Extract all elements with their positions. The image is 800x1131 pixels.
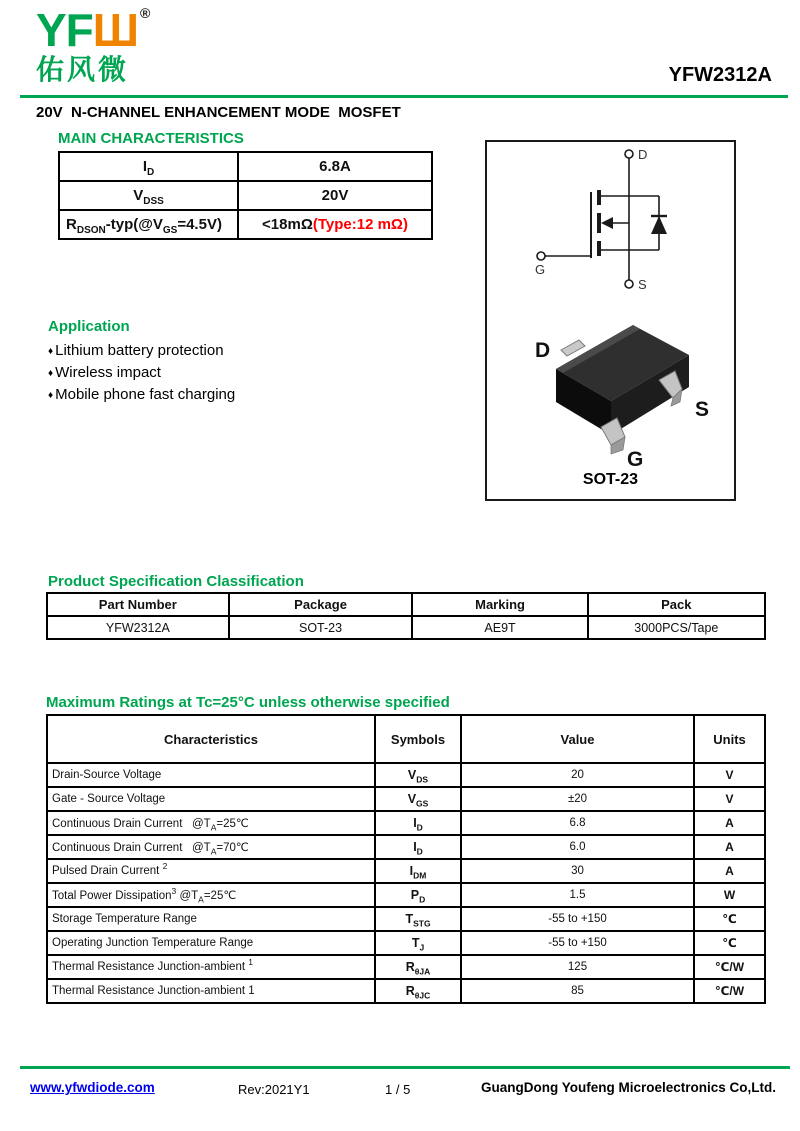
mc-param-vdss: $V_{DSS}$ [59, 181, 238, 210]
characteristic-cell: Gate - Source Voltage [47, 787, 375, 811]
unit-cell: ℃/W [694, 955, 765, 979]
col-header-value: Value [461, 715, 694, 763]
logo-glyph-orange: Ш [92, 4, 139, 56]
diamond-bullet-icon: ♦ [48, 368, 54, 379]
unit-cell: V [694, 763, 765, 787]
classification-heading: Product Specification Classification [48, 573, 304, 590]
symbol-cell: $I_{DM}$ [375, 859, 461, 883]
drain-terminal-label: D [638, 147, 648, 162]
rdson-typ-red-note: (Type:12 mΩ) [312, 216, 408, 233]
main-characteristics-table [58, 151, 433, 240]
cell-part-number: YFW2312A [47, 616, 229, 639]
brand-logo [36, 6, 150, 84]
table-row [59, 210, 432, 239]
characteristic-cell: Drain-Source Voltage [47, 763, 375, 787]
value-cell: -55 to +150 [461, 931, 694, 955]
package-caption: SOT-23 [582, 471, 639, 488]
table-row [47, 787, 765, 811]
unit-cell: ℃ [694, 931, 765, 955]
symbol-cell: $P_D$ [375, 883, 461, 907]
cell-package: SOT-23 [229, 616, 413, 639]
table-row [47, 955, 765, 979]
mc-value-rdson: <18mΩ(Type:12 mΩ) [238, 210, 432, 239]
unit-cell: ℃ [694, 907, 765, 931]
table-row [47, 811, 765, 835]
logo-wordmark [36, 4, 151, 56]
package-source-label: S [695, 398, 710, 421]
table-row [47, 616, 765, 639]
col-header-package: Package [229, 593, 413, 616]
value-cell: 30 [461, 859, 694, 883]
symbol-cell: $V_{GS}$ [375, 787, 461, 811]
col-header-marking: Marking [412, 593, 587, 616]
table-row [47, 883, 765, 907]
table-row [47, 859, 765, 883]
main-characteristics-heading: MAIN CHARACTERISTICS [58, 130, 244, 147]
unit-cell: V [694, 787, 765, 811]
value-cell: -55 to +150 [461, 907, 694, 931]
mc-param-id: $I_D$ [59, 152, 238, 181]
characteristic-cell: Thermal Resistance Junction-ambient $^1$ [47, 955, 375, 979]
symbol-and-package-panel [485, 140, 736, 501]
application-section [48, 318, 468, 406]
col-header-symbols: Symbols [375, 715, 461, 763]
mc-value-vdss: 20V [238, 181, 432, 210]
mosfet-symbol-icon [511, 144, 711, 294]
symbol-cell: $I_D$ [375, 811, 461, 835]
list-item: ♦ Lithium battery protection [48, 342, 224, 359]
col-header-pack: Pack [588, 593, 765, 616]
unit-cell: A [694, 835, 765, 859]
table-row [47, 907, 765, 931]
table-header-row [47, 715, 765, 763]
table-row [47, 835, 765, 859]
characteristic-cell: Storage Temperature Range [47, 907, 375, 931]
col-header-units: Units [694, 715, 765, 763]
source-terminal-label: S [638, 277, 647, 292]
page-title-part-number: YFW2312A [668, 64, 772, 86]
value-cell: 1.5 [461, 883, 694, 907]
value-cell: ±20 [461, 787, 694, 811]
characteristic-cell: Continuous Drain Current $@T_A=70℃$ [47, 835, 375, 859]
diamond-bullet-icon: ♦ [48, 346, 54, 357]
footer-divider [20, 1066, 790, 1069]
registered-trademark-icon: ® [140, 5, 151, 21]
company-name: GuangDong Youfeng Microelectronics Co,Ltd. [480, 1080, 776, 1095]
max-ratings-heading: Maximum Ratings at Tc=25°C unless otherwise specified [46, 694, 450, 711]
value-cell: 20 [461, 763, 694, 787]
unit-cell: ℃/W [694, 979, 765, 1003]
unit-cell: A [694, 811, 765, 835]
characteristic-cell: Thermal Resistance Junction-ambient 1 [47, 979, 375, 1003]
mc-value-id: 6.8A [238, 152, 432, 181]
characteristic-cell: Continuous Drain Current $@T_A=25℃$ [47, 811, 375, 835]
mc-param-rdson: $R_{DSON}-typ(@V_{GS}=4.5V)$ [59, 210, 238, 239]
table-row [47, 931, 765, 955]
cell-marking: AE9T [412, 616, 587, 639]
symbol-cell: $V_{DS}$ [375, 763, 461, 787]
cell-pack: 3000PCS/Tape [588, 616, 765, 639]
list-item: ♦ Wireless impact [48, 364, 161, 381]
col-header-characteristics: Characteristics [47, 715, 375, 763]
characteristic-cell: Operating Junction Temperature Range [47, 931, 375, 955]
unit-cell: A [694, 859, 765, 883]
col-header-part-number: Part Number [47, 593, 229, 616]
value-cell: 85 [461, 979, 694, 1003]
gate-terminal-label: G [535, 262, 546, 277]
classification-table [46, 592, 766, 640]
list-item: ♦ Mobile phone fast charging [48, 386, 236, 403]
symbol-cell: $R_{\theta JC}$ [375, 979, 461, 1003]
table-row [59, 152, 432, 181]
symbol-cell: $T_{STG}$ [375, 907, 461, 931]
symbol-cell: $I_D$ [375, 835, 461, 859]
application-heading: Application [48, 318, 130, 335]
diamond-bullet-icon: ♦ [48, 390, 54, 401]
characteristic-cell: Total Power Dissipation$^3$ $@T_A=25℃$ [47, 883, 375, 907]
table-row [47, 763, 765, 787]
characteristic-cell: Pulsed Drain Current $^2$ [47, 859, 375, 883]
value-cell: 125 [461, 955, 694, 979]
sot23-package-image [501, 294, 721, 469]
page-number: 1 / 5 [385, 1082, 411, 1097]
table-header-row [47, 593, 765, 616]
header-divider [20, 95, 788, 98]
website-link[interactable]: www.yfwdiode.com [30, 1080, 155, 1095]
logo-chinese-text: 佑风微 [36, 54, 130, 85]
table-row [47, 979, 765, 1003]
value-cell: 6.0 [461, 835, 694, 859]
symbol-cell: $T_J$ [375, 931, 461, 955]
value-cell: 6.8 [461, 811, 694, 835]
package-drain-label: D [535, 339, 551, 362]
package-gate-label: G [627, 448, 644, 469]
symbol-cell: $R_{\theta JA}$ [375, 955, 461, 979]
logo-text-green: YF [36, 4, 93, 56]
revision-label: Rev:2021Y1 [238, 1082, 310, 1097]
unit-cell: W [694, 883, 765, 907]
max-ratings-table [46, 714, 766, 1004]
table-row [59, 181, 432, 210]
device-description: 20V N-CHANNEL ENHANCEMENT MODE MOSFET [36, 104, 401, 121]
